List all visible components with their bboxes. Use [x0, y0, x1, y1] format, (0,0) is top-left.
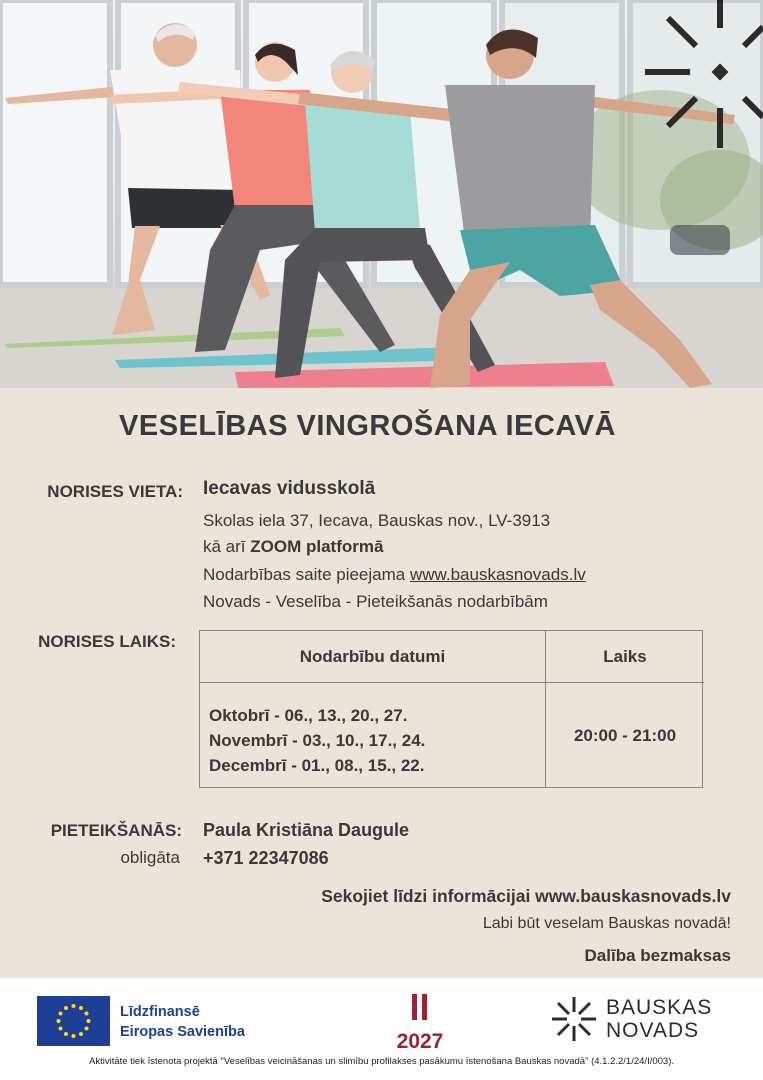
project-note: Aktivitāte tiek īstenota projektā "Veselības veicināšanas un slimību profilakses pasākumu īstenošana Bauskas novadā" (4.1.2.2/1/24/I/003). [89, 1056, 674, 1067]
slogan: Labi būt veselam Bauskas novadā! [482, 915, 731, 932]
eu-cofinanced-text [120, 1002, 245, 1042]
website-link[interactable]: www.bauskasnovads.lv [409, 565, 586, 584]
navigation-path: Novads - Veselība - Pieteikšanās nodarbībām [203, 592, 548, 611]
venue-address: Skolas iela 37, Iecava, Bauskas nov., LV-3913 [203, 511, 551, 530]
venue-name: Iecavas vidusskolā [203, 478, 376, 499]
follow-info: Sekojiet līdzi informācijai www.bauskasnovads.lv [321, 886, 731, 906]
time-label: NORISES LAIKS: [38, 632, 176, 651]
eu-line-1: Līdzfinansē [120, 1004, 200, 1020]
hours-cell: 20:00 - 21:00 [545, 683, 704, 788]
free-participation: Dalība bezmaksas [584, 946, 731, 965]
dates-cell [200, 683, 545, 788]
footer [0, 978, 763, 1080]
zoom-prefix: kā arī [203, 537, 251, 556]
zoom-platform: ZOOM platformā [250, 537, 384, 556]
signup-label: PIETEIKŠANĀS: [50, 821, 182, 840]
hero-photo [0, 0, 763, 388]
bauskas-novads-sun-icon [551, 996, 597, 1042]
zoom-line [203, 537, 383, 557]
contact-phone[interactable]: +371 22347086 [203, 848, 329, 868]
municipality-line-1: BAUSKAS [606, 996, 713, 1019]
yoga-class-illustration [0, 0, 763, 388]
eu-line-2: Eiropas Savienība [120, 1024, 245, 1040]
dates-column-header: Nodarbību datumi [200, 631, 545, 683]
eu-flag-icon [37, 996, 110, 1046]
link-line [203, 565, 586, 585]
contact-name: Paula Kristiāna Daugule [203, 820, 410, 840]
municipality-line-2: NOVADS [606, 1019, 700, 1042]
dates-november: Novembrī - 03., 10., 17., 24. [209, 731, 426, 750]
schedule-table [199, 630, 703, 788]
link-prefix: Nodarbības saite pieejama [203, 565, 410, 584]
latvia-2027-logo-icon [386, 992, 456, 1052]
dates-december: Decembrī - 01., 08., 15., 22. [209, 756, 425, 775]
page-title: VESELĪBAS VINGROŠANA IECAVĀ [119, 410, 616, 442]
signup-sublabel: obligāta [120, 848, 180, 867]
place-label: NORISES VIETA: [47, 482, 183, 501]
dates-october: Oktobrī - 06., 13., 20., 27. [209, 706, 408, 725]
logo-year: 2027 [396, 1030, 444, 1052]
municipality-name [606, 996, 712, 1042]
time-column-header: Laiks [545, 631, 704, 683]
